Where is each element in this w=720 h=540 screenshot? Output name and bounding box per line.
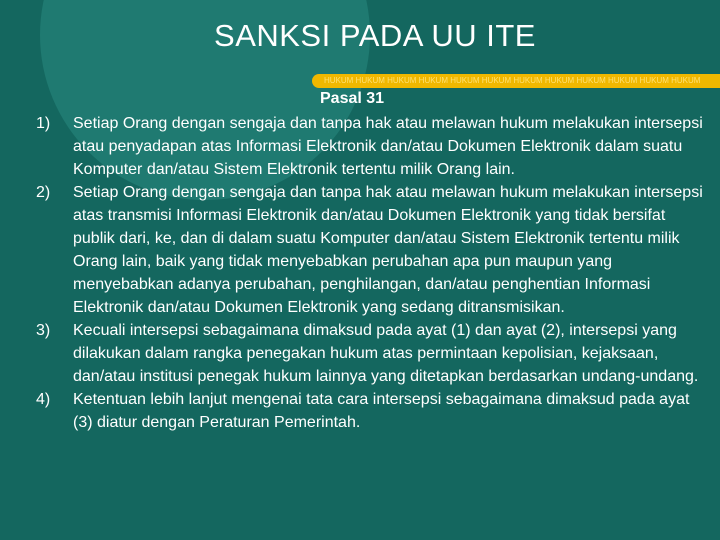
list-item: [36, 112, 711, 181]
list-item: [36, 181, 711, 319]
decorative-ribbon: HUKUM HUKUM HUKUM HUKUM HUKUM HUKUM HUKUM HUKUM HUKUM HUKUM HUKUM HUKUM: [312, 74, 720, 88]
item-number: 4): [36, 391, 51, 408]
item-text: Setiap Orang dengan sengaja dan tanpa hak atau melawan hukum melakukan intersepsi atau penyadapan atas Informasi Elektronik dan/atau Dokumen Elektronik dalam suatu Komputer dan/atau Sistem Elektronik tertentu milik Orang lain.: [73, 115, 703, 178]
item-text: Setiap Orang dengan sengaja dan tanpa hak atau melawan hukum melakukan intersepsi atas transmisi Informasi Elektronik dan/atau Dokumen Elektronik yang tidak bersifat publik dari, ke, dan di dalam suatu Komputer dan/atau Sistem Elektronik tertentu milik Orang lain, baik yang tidak menyebabkan perubahan apa pun maupun yang menyebabkan adanya perubahan, penghilangan, dan/atau penghentian Informasi Elektronik dan/atau Dokumen Elektronik yang sedang ditransmisikan.: [73, 184, 703, 316]
item-number: 1): [36, 115, 51, 132]
item-number: 2): [36, 184, 51, 201]
article-list: [36, 112, 711, 434]
item-text: Ketentuan lebih lanjut mengenai tata cara intersepsi sebagaimana dimaksud pada ayat (3) diatur dengan Peraturan Pemerintah.: [73, 391, 690, 431]
item-number: 3): [36, 322, 51, 339]
section-subtitle: Pasal 31: [320, 90, 385, 107]
list-item: [36, 388, 711, 434]
slide-title: SANKSI PADA UU ITE: [214, 18, 536, 53]
list-item: [36, 319, 711, 388]
item-text: Kecuali intersepsi sebagaimana dimaksud pada ayat (1) dan ayat (2), intersepsi yang dilakukan dalam rangka penegakan hukum atas permintaan kepolisian, kejaksaan, dan/atau institusi penegak hukum lainnya yang ditetapkan berdasarkan undang-undang.: [73, 322, 699, 385]
